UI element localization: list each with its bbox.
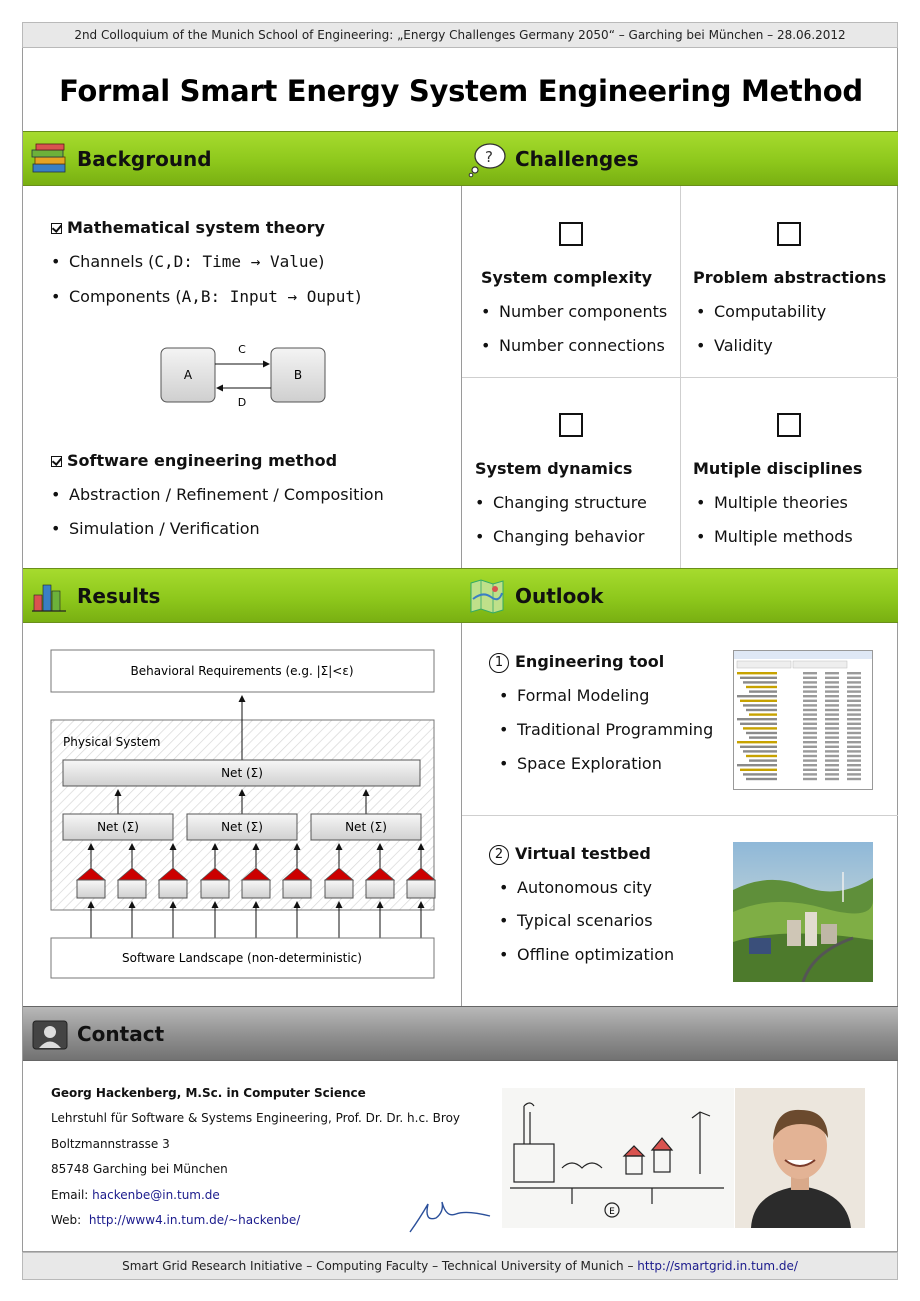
software-node — [283, 880, 311, 898]
software-node — [77, 880, 105, 898]
challenge-divider — [462, 377, 898, 378]
challenge-item: • Number connections — [481, 336, 665, 355]
challenge-title: System complexity — [481, 268, 653, 287]
challenge-item: • Computability — [696, 302, 827, 321]
outlook-section-bar — [461, 568, 898, 623]
number-two-icon: 2 — [489, 845, 509, 865]
net-label: Net (Σ) — [345, 820, 387, 834]
challenge-item: • Multiple theories — [696, 493, 848, 512]
challenge-title: Problem abstractions — [693, 268, 887, 287]
tool-item: • Formal Modeling — [499, 686, 650, 705]
tool-screenshot — [733, 650, 873, 790]
results-heading: Results — [77, 584, 161, 608]
signature — [406, 1188, 496, 1238]
outlook-divider — [462, 815, 898, 816]
contact-email: Email: hackenbe@in.tum.de — [51, 1188, 220, 1202]
challenge-item: • Changing behavior — [475, 527, 645, 546]
software-item: • Abstraction / Refinement / Composition — [51, 485, 384, 504]
testbed-item: • Typical scenarios — [499, 911, 653, 930]
virtual-city-image — [733, 842, 873, 982]
component-diagram — [153, 336, 333, 410]
net-label: Net (Σ) — [221, 820, 263, 834]
poster — [22, 48, 898, 1252]
checkbox-icon — [559, 222, 583, 246]
software-node — [242, 880, 270, 898]
background-heading: Background — [77, 147, 212, 171]
bar-chart-icon — [29, 577, 69, 615]
email-link[interactable]: hackenbe@in.tum.de — [92, 1188, 220, 1202]
contact-chair: Lehrstuhl für Software & Systems Engineering, Prof. Dr. Dr. h.c. Broy — [51, 1111, 461, 1125]
software-node — [201, 880, 229, 898]
challenge-title: Mutiple disciplines — [693, 459, 863, 478]
author-portrait — [735, 1088, 865, 1228]
contact-heading: Contact — [77, 1022, 165, 1046]
channel-c-label: C — [238, 343, 246, 356]
checkbox-icon — [777, 413, 801, 437]
software-node — [159, 880, 187, 898]
channel-d-label: D — [237, 396, 247, 409]
software-node — [366, 880, 394, 898]
challenge-item: • Changing structure — [475, 493, 647, 512]
components-item: • Components (A,B: Input → Ouput) — [51, 287, 362, 306]
software-title: Software engineering method — [51, 451, 337, 470]
box-a-label: A — [183, 368, 193, 382]
tool-item: • Traditional Programming — [499, 720, 714, 739]
sketch-label: E — [609, 1207, 615, 1217]
checkbox-icon — [51, 456, 62, 467]
footer-link[interactable]: http://smartgrid.in.tum.de/ — [637, 1259, 798, 1273]
software-item: • Simulation / Verification — [51, 519, 260, 538]
checkbox-icon — [51, 223, 62, 234]
web-link[interactable]: http://www4.in.tum.de/~hackenbe/ — [88, 1213, 301, 1227]
outlook-heading: Outlook — [515, 584, 604, 608]
checkbox-icon — [777, 222, 801, 246]
footer: Smart Grid Research Initiative – Computing Faculty – Technical University of Munich – http://smartgrid.in.tum.de/ — [22, 1252, 898, 1280]
software-node — [407, 880, 435, 898]
contact-name: Georg Hackenberg, M.Sc. in Computer Science — [51, 1086, 366, 1100]
books-icon — [29, 140, 69, 178]
challenge-item: • Multiple methods — [696, 527, 853, 546]
results-diagram — [49, 646, 439, 982]
smart-city-sketch — [502, 1088, 734, 1228]
software-node — [325, 880, 353, 898]
svg-text:?: ? — [485, 148, 493, 166]
testbed-title: 2 Virtual testbed — [489, 844, 651, 866]
physical-system-label: Physical System — [63, 735, 161, 749]
contact-card-icon — [29, 1015, 69, 1053]
tool-title: 1 Engineering tool — [489, 652, 664, 674]
contact-city: 85748 Garching bei München — [51, 1162, 228, 1176]
software-node — [118, 880, 146, 898]
box-b-label: B — [293, 368, 303, 382]
software-landscape-label: Software Landscape (non-deterministic) — [122, 951, 362, 965]
net-top-label: Net (Σ) — [221, 766, 263, 780]
tool-item: • Space Exploration — [499, 754, 662, 773]
channels-item: • Channels (C,D: Time → Value) — [51, 252, 325, 271]
challenge-item: • Number components — [481, 302, 668, 321]
checkbox-icon — [559, 413, 583, 437]
challenge-title: System dynamics — [475, 459, 633, 478]
testbed-item: • Offline optimization — [499, 945, 675, 964]
results-section-bar — [23, 568, 461, 623]
challenges-heading: Challenges — [515, 147, 639, 171]
net-label: Net (Σ) — [97, 820, 139, 834]
theory-title: Mathematical system theory — [51, 218, 325, 237]
challenges-section-bar — [461, 131, 898, 186]
conference-header: 2nd Colloquium of the Munich School of Engineering: „Energy Challenges Germany 2050“ – Garching bei München – 28.06.2012 — [22, 22, 898, 48]
contact-section-bar — [23, 1006, 898, 1061]
testbed-item: • Autonomous city — [499, 878, 652, 897]
background-section-bar — [23, 131, 461, 186]
poster-title: Formal Smart Energy System Engineering Method — [59, 74, 863, 108]
contact-street: Boltzmannstrasse 3 — [51, 1137, 170, 1151]
challenge-item: • Validity — [696, 336, 773, 355]
contact-web: Web: http://www4.in.tum.de/~hackenbe/ — [51, 1213, 301, 1227]
thought-bubble-icon — [467, 140, 507, 178]
map-icon — [467, 577, 507, 615]
number-one-icon: 1 — [489, 653, 509, 673]
requirements-label: Behavioral Requirements (e.g. |Σ|<ε) — [130, 664, 354, 678]
